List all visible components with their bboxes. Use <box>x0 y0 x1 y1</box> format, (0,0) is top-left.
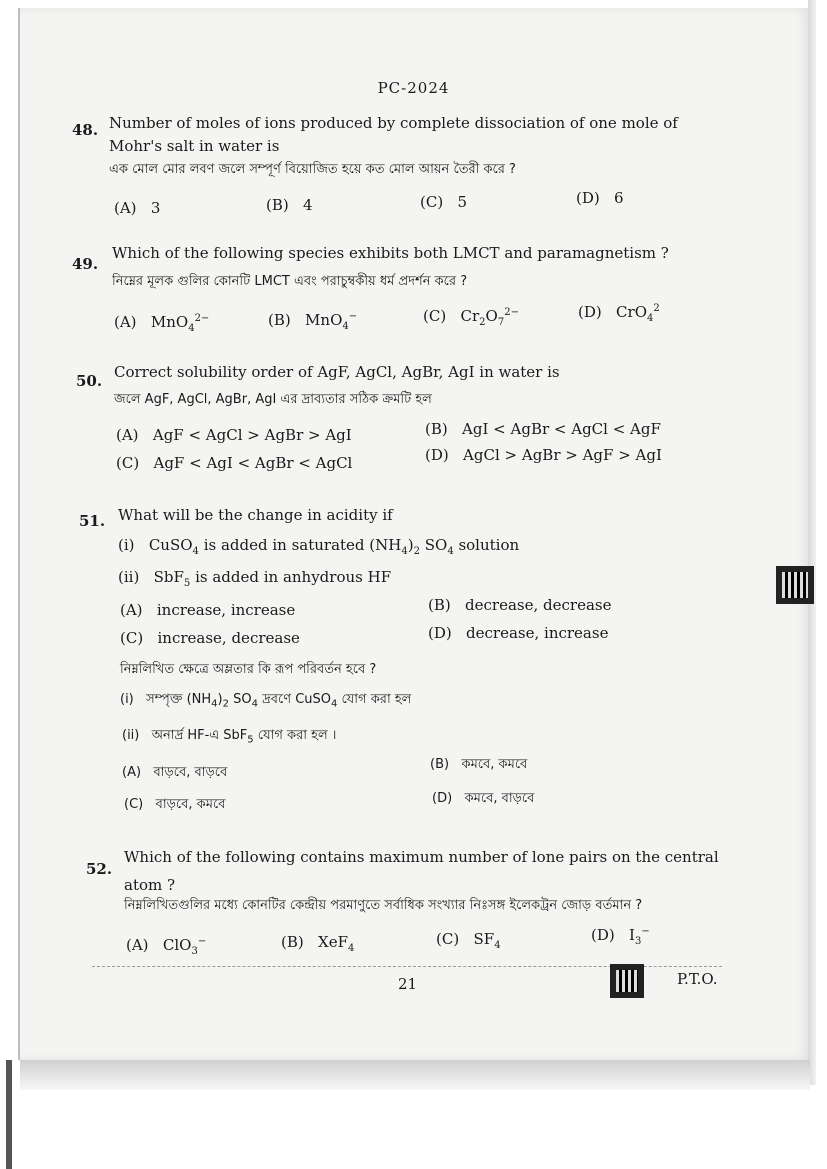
question-number: 49. <box>72 255 99 273</box>
question-number: 51. <box>79 512 106 530</box>
paper-code: PC-2024 <box>377 79 450 97</box>
question-text-bengali: নিম্নলিখিত ক্ষেত্রে অম্লতার কি রূপ পরিবর্তন হবে ? <box>120 662 377 677</box>
question-text: Number of moles of ions produced by complete dissociation of one mole of <box>109 114 678 132</box>
option: (C) $SF_4$ <box>436 930 501 951</box>
page-edge-bottom <box>20 1060 810 1090</box>
option: (C) $Cr_2O_7^{2-}$ <box>423 307 519 328</box>
question-number: 48. <box>72 121 99 139</box>
option: (A) ClO$_3$− <box>126 936 207 957</box>
option: (A) MnO$_4^{2-}$ <box>114 313 210 334</box>
option: (C) বাড়বে, কমবে <box>124 797 226 812</box>
question-text: Correct solubility order of AgF, AgCl, AgBr, AgI in water is <box>114 363 560 381</box>
sub-question-bengali: (ii) অনার্দ্র HF-এ SbF$_5$ যোগ করা হল । <box>122 728 337 746</box>
page-edge-right <box>808 0 816 1085</box>
option: (B) MnO$_4$− <box>268 311 358 332</box>
option: (D) CrO$_4^2$ <box>578 303 660 324</box>
question-number: 50. <box>76 372 103 390</box>
page-number: 21 <box>398 975 418 993</box>
option: (D) decrease, increase <box>428 624 609 642</box>
option: (A) বাড়বে, বাড়বে <box>122 765 228 780</box>
option: (D) 6 <box>576 189 624 207</box>
option: (C) AgF < AgI < AgBr < AgCl <box>116 454 353 472</box>
pto-label: P.T.O. <box>677 970 718 988</box>
option: (A) increase, increase <box>120 601 296 619</box>
option: (D) AgCl > AgBr > AgF > AgI <box>425 446 662 464</box>
page-edge-left <box>6 1060 12 1169</box>
question-text: Mohr's salt in water is <box>109 137 280 155</box>
option: (B) AgI < AgBr < AgCl < AgF <box>425 420 661 438</box>
sub-question-bengali: (i) সম্পৃক্ত $(NH_4)_2$ $SO_4$ দ্রবণে CuSO$_4$ যোগ করা হল <box>120 692 412 710</box>
option: (D) $I_3^-$ <box>591 926 650 947</box>
option: (B) কমবে, কমবে <box>430 757 528 772</box>
qr-code-icon <box>776 566 814 604</box>
question-text: atom ? <box>124 876 176 894</box>
question-text-bengali: জলে AgF, AgCl, AgBr, AgI এর দ্রাব্যতার সঠিক ক্রমটি হল <box>114 392 432 407</box>
question-text-bengali: নিম্নলিখিতগুলির মধ্যে কোনটির কেন্দ্রীয় পরমাণুতে সর্বাধিক সংখ্যার নিঃসঙ্গ ইলেকট্রন জোড় বর্তমান ? <box>124 898 643 913</box>
sub-question: (i) CuSO$_4$ is added in saturated $(NH_4)_2$ $SO_4$ solution <box>118 536 520 557</box>
option: (B) 4 <box>266 196 313 214</box>
option: (A) 3 <box>114 199 161 217</box>
question-text: What will be the change in acidity if <box>118 506 393 524</box>
question-text: Which of the following contains maximum number of lone pairs on the central <box>124 848 719 866</box>
option: (C) 5 <box>420 193 468 211</box>
question-text: Which of the following species exhibits both LMCT and paramagnetism ? <box>112 244 669 262</box>
option: (C) increase, decrease <box>120 629 300 647</box>
question-number: 52. <box>86 860 113 878</box>
sub-question: (ii) SbF$_5$ is added in anhydrous HF <box>118 568 392 589</box>
question-text-bengali: এক মোল মোর লবণ জলে সম্পূর্ণ বিয়োজিত হয়ে কত মোল আয়ন তৈরী করে ? <box>109 162 516 177</box>
option: (B) XeF$_4$ <box>281 933 355 954</box>
question-text-bengali: নিম্নের মূলক গুলির কোনটি LMCT এবং পরাচুম্বকীয় ধর্ম প্রদর্শন করে ? <box>112 274 468 289</box>
option: (B) decrease, decrease <box>428 596 612 614</box>
option: (D) কমবে, বাড়বে <box>432 791 535 806</box>
option: (A) AgF < AgCl > AgBr > AgI <box>116 426 352 444</box>
qr-code-icon <box>610 964 644 998</box>
